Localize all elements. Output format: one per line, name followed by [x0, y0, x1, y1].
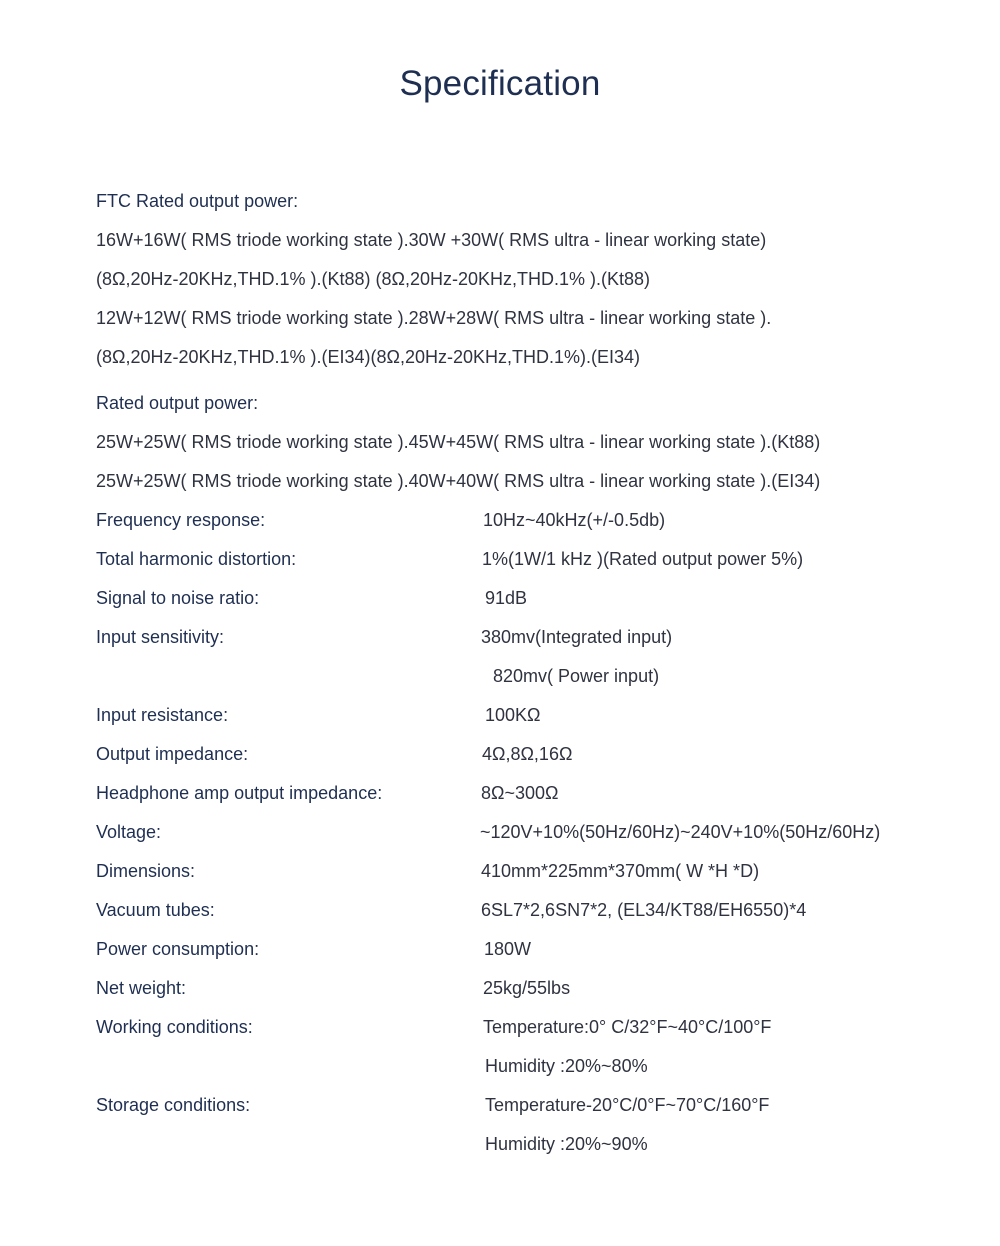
rated-output-heading: Rated output power: — [96, 393, 259, 413]
spec-value-input-sensitivity: 380mv(Integrated input) — [481, 627, 673, 647]
spec-label-voltage: Voltage: — [96, 822, 162, 842]
spec-value-voltage: ~120V+10%(50Hz/60Hz)~240V+10%(50Hz/60Hz) — [480, 822, 881, 842]
spec-value-storage-humidity: Humidity :20%~90% — [485, 1134, 648, 1154]
spec-label-thd: Total harmonic distortion: — [96, 549, 297, 569]
spec-value-net-weight: 25kg/55lbs — [483, 978, 571, 998]
ftc-line-3: 12W+12W( RMS triode working state ).28W+28W( RMS ultra - linear working state ). — [96, 308, 772, 328]
spec-value-snr: 91dB — [485, 588, 528, 608]
spec-value-dimensions: 410mm*225mm*370mm( W *H *D) — [481, 861, 760, 881]
spec-label-snr: Signal to noise ratio: — [96, 588, 260, 608]
spec-label-working-conditions: Working conditions: — [96, 1017, 253, 1037]
spec-value-input-resistance: 100KΩ — [485, 705, 541, 725]
spec-value-input-sensitivity-power: 820mv( Power input) — [493, 666, 660, 686]
page-title: Specification — [399, 64, 601, 103]
spec-value-working-humidity: Humidity :20%~80% — [485, 1056, 648, 1076]
rated-line-1: 25W+25W( RMS triode working state ).45W+45W( RMS ultra - linear working state ).(Kt88) — [96, 432, 821, 452]
spec-label-dimensions: Dimensions: — [96, 861, 196, 881]
spec-value-storage-temperature: Temperature-20°C/0°F~70°C/160°F — [485, 1095, 770, 1115]
ftc-line-2: (8Ω,20Hz-20KHz,THD.1% ).(Kt88) (8Ω,20Hz-20KHz,THD.1% ).(Kt88) — [96, 269, 651, 289]
spec-value-working-temperature: Temperature:0° C/32°F~40°C/100°F — [483, 1017, 772, 1037]
spec-label-vacuum-tubes: Vacuum tubes: — [96, 900, 215, 920]
spec-label-output-impedance: Output impedance: — [96, 744, 249, 764]
spec-value-output-impedance: 4Ω,8Ω,16Ω — [482, 744, 573, 764]
spec-value-vacuum-tubes: 6SL7*2,6SN7*2, (EL34/KT88/EH6550)*4 — [481, 900, 807, 920]
ftc-line-1: 16W+16W( RMS triode working state ).30W +30W( RMS ultra - linear working state) — [96, 230, 767, 250]
spec-label-storage-conditions: Storage conditions: — [96, 1095, 251, 1115]
ftc-rated-output-heading: FTC Rated output power: — [96, 191, 299, 211]
ftc-line-4: (8Ω,20Hz-20KHz,THD.1% ).(EI34)(8Ω,20Hz-20KHz,THD.1%).(EI34) — [96, 347, 641, 367]
spec-value-frequency-response: 10Hz~40kHz(+/-0.5db) — [483, 510, 666, 530]
spec-label-net-weight: Net weight: — [96, 978, 187, 998]
spec-label-frequency-response: Frequency response: — [96, 510, 266, 530]
spec-value-thd: 1%(1W/1 kHz )(Rated output power 5%) — [482, 549, 804, 569]
spec-value-power-consumption: 180W — [484, 939, 532, 959]
spec-label-input-resistance: Input resistance: — [96, 705, 229, 725]
spec-label-input-sensitivity: Input sensitivity: — [96, 627, 225, 647]
rated-line-2: 25W+25W( RMS triode working state ).40W+40W( RMS ultra - linear working state ).(EI34) — [96, 471, 821, 491]
spec-label-headphone-impedance: Headphone amp output impedance: — [96, 783, 383, 803]
spec-label-power-consumption: Power consumption: — [96, 939, 260, 959]
spec-value-headphone-impedance: 8Ω~300Ω — [481, 783, 559, 803]
